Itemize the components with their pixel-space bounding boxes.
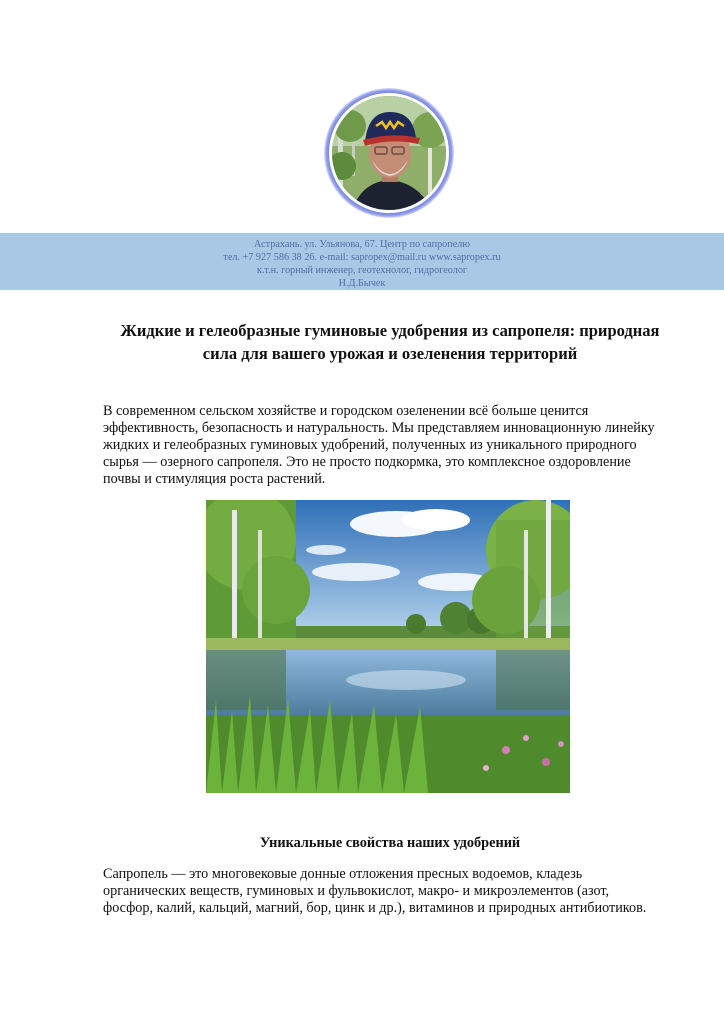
intro-line: эффективность, безопасность и натуральность. Мы представляем инновационную линейку [103,420,655,436]
intro-line: сырья — озерного сапропеля. Это не просто подкормка, это комплексное оздоровление [103,454,631,470]
title-line-1: Жидкие и гелеобразные гуминовые удобрения из сапропеля: природная [120,321,660,340]
intro-line: жидких и гелеобразных гуминовых удобрений, полученных из уникального природного [103,437,637,453]
intro-paragraph [103,403,683,488]
section-line: фосфор, калий, кальций, магний, бор, цинк и др.), витаминов и природных антибиотиков. [103,900,647,916]
intro-line: почвы и стимуляция роста растений. [103,471,326,487]
phone-email-line: тел. +7 927 586 38 26. e-mail: sapropex@mail.ru www.sapropex.ru [223,252,501,263]
credentials-line: к.т.н. горный инженер, геотехнолог, гидрогеолог [256,265,468,276]
title-line-2: сила для вашего урожая и озеленения территорий [202,344,578,363]
section-line: органических веществ, гуминовых и фульвокислот, макро- и микроэлементов (азот, [103,883,610,899]
man-in-cap-photo [332,96,446,210]
author-name: Н.Д.Бычек [338,278,386,289]
contact-band [0,233,724,290]
intro-line: В современном сельском хозяйстве и городском озеленении всё больше ценится [103,403,589,419]
author-avatar-frame [324,88,454,218]
avatar [332,96,446,210]
lake-landscape-photo [206,500,570,793]
section-line: Сапропель — это многовековые донные отложения пресных водоемов, кладезь [103,866,583,882]
section-heading: Уникальные свойства наших удобрений [259,835,521,851]
section-paragraph [103,866,683,917]
landscape-image [206,500,570,793]
address-line: Астрахань. ул. Ульянова, 67. Центр по сапропелю [254,239,470,250]
page-title [100,319,680,365]
